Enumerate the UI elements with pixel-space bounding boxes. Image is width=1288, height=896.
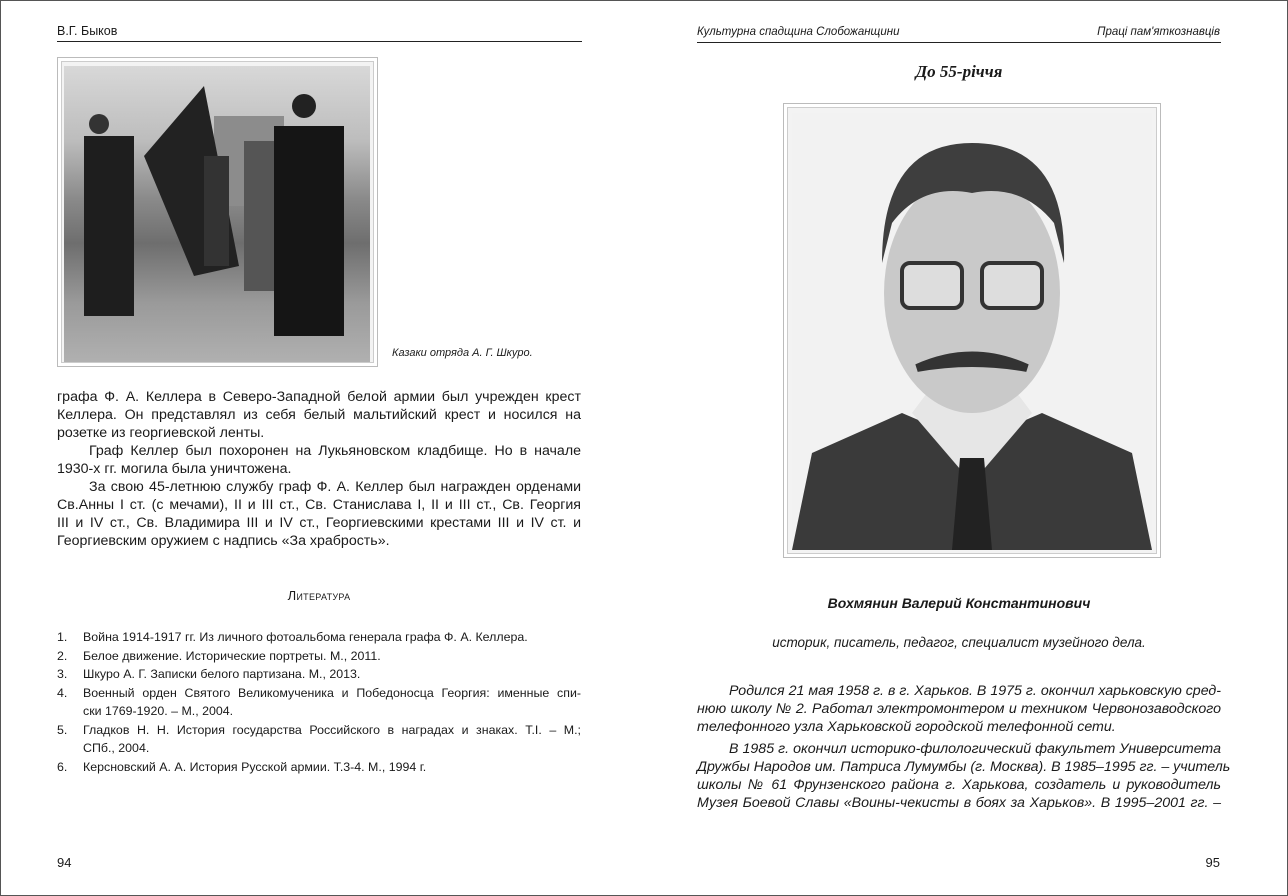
text-line: розетке из георгиевской ленты. <box>57 425 265 441</box>
photo-caption: Казаки отряда А. Г. Шкуро. <box>392 347 533 359</box>
reference-list <box>57 628 581 776</box>
reference-item <box>57 702 581 721</box>
reference-text: Война 1914-1917 гг. Из личного фотоальбома генерала графа Ф. А. Келлера. <box>83 630 528 644</box>
literature-heading: Литература <box>287 588 351 603</box>
reference-text: Керсновский А. А. История Русской армии. Т.3-4. М., 1994 г. <box>83 759 427 774</box>
text-line: Георгиевским оружием с надпись «За храбрость». <box>57 533 390 549</box>
right-running-header-left: Культурна спадщина Слобожанщини <box>697 26 900 38</box>
reference-item <box>57 647 581 666</box>
reference-item <box>57 758 581 777</box>
text-line: В 1985 г. окончил историко-филологический факультет Университета <box>729 741 1221 757</box>
reference-text: ски 1769-1920. – М., 2004. <box>83 704 234 718</box>
text-line: телефонного узла Харьковской городской телефонной сети. <box>697 719 1116 735</box>
text-line: III и IV ст., Св. Владимира III и IV ст., Георгиевскими крестами III и IV ст. и <box>57 515 581 531</box>
reference-item <box>57 721 581 740</box>
reference-number: 1. <box>57 630 68 644</box>
cossacks-photo <box>64 66 370 362</box>
page-number-right: 95 <box>1205 855 1220 870</box>
text-line: Келлера. Он представлял из себя белый мальтийский крест и носился на <box>57 407 581 423</box>
text-line: 1930-х гг. могила была уничтожена. <box>57 461 292 477</box>
reference-item <box>57 684 581 703</box>
reference-text: Гладков Н. Н. История государства Российского в наградах и знаках. Т.I. – М.; <box>83 722 581 737</box>
cossacks-figures-illustration <box>64 66 370 362</box>
section-title: До 55-річчя <box>915 62 1003 81</box>
left-body-text <box>57 388 581 550</box>
text-line: Музея Боевой Славы «Воины-чекисты в боях за Харьков». В 1995–2001 гг. – <box>697 795 1221 811</box>
text-line: Дружбы Народов им. Патриса Лумумбы (г. Москва). В 1985–1995 гг. – учитель <box>697 759 1231 775</box>
person-name: Вохмянин Валерий Константинович <box>827 595 1091 611</box>
page-number-left: 94 <box>57 855 72 870</box>
text-line: графа Ф. А. Келлера в Северо-Западной белой армии был учрежден крест <box>57 389 581 405</box>
reference-item <box>57 628 581 647</box>
reference-text: СПб., 2004. <box>83 741 150 755</box>
reference-number: 3. <box>57 667 68 681</box>
reference-number: 6. <box>57 759 68 774</box>
header-rule <box>697 42 1221 43</box>
person-subtitle: историк, писатель, педагог, специалист музейного дела. <box>772 635 1146 650</box>
text-line: Родился 21 мая 1958 г. в г. Харьков. В 1975 г. окончил харьковскую сред- <box>729 683 1221 699</box>
reference-number: 4. <box>57 685 68 700</box>
reference-number: 2. <box>57 648 68 663</box>
reference-number: 5. <box>57 722 68 737</box>
right-running-header-right: Праці пам'яткознавців <box>1097 26 1220 38</box>
text-line: За свою 45-летнюю службу граф Ф. А. Келлер был награжден орденами <box>89 479 581 495</box>
reference-text: Шкуро А. Г. Записки белого партизана. М., 2013. <box>83 667 361 681</box>
right-body-text <box>697 682 1231 812</box>
left-running-header: В.Г. Быков <box>57 24 118 38</box>
header-rule <box>57 41 582 42</box>
reference-text: Белое движение. Исторические портреты. М., 2011. <box>83 648 381 663</box>
text-line: Св.Анны I ст. (с мечами), II и III ст., Св. Станислава I, II и III ст., Св. Георгия <box>57 497 581 513</box>
reference-text: Военный орден Святого Великомученика и Победоносца Георгия: именные спи- <box>83 685 581 700</box>
portrait-illustration <box>792 113 1152 550</box>
text-line: школы № 61 Фрунзенского района г. Харькова, создатель и руководитель <box>697 777 1221 793</box>
text-line: Граф Келлер был похоронен на Лукьяновском кладбище. Но в начале <box>89 443 581 459</box>
portrait-photo <box>792 113 1152 550</box>
reference-number <box>57 702 83 721</box>
reference-number <box>57 739 83 758</box>
text-line: нюю школу № 2. Работал электромонтером и техником Червонозаводского <box>697 701 1221 717</box>
reference-item <box>57 665 581 684</box>
reference-item <box>57 739 581 758</box>
